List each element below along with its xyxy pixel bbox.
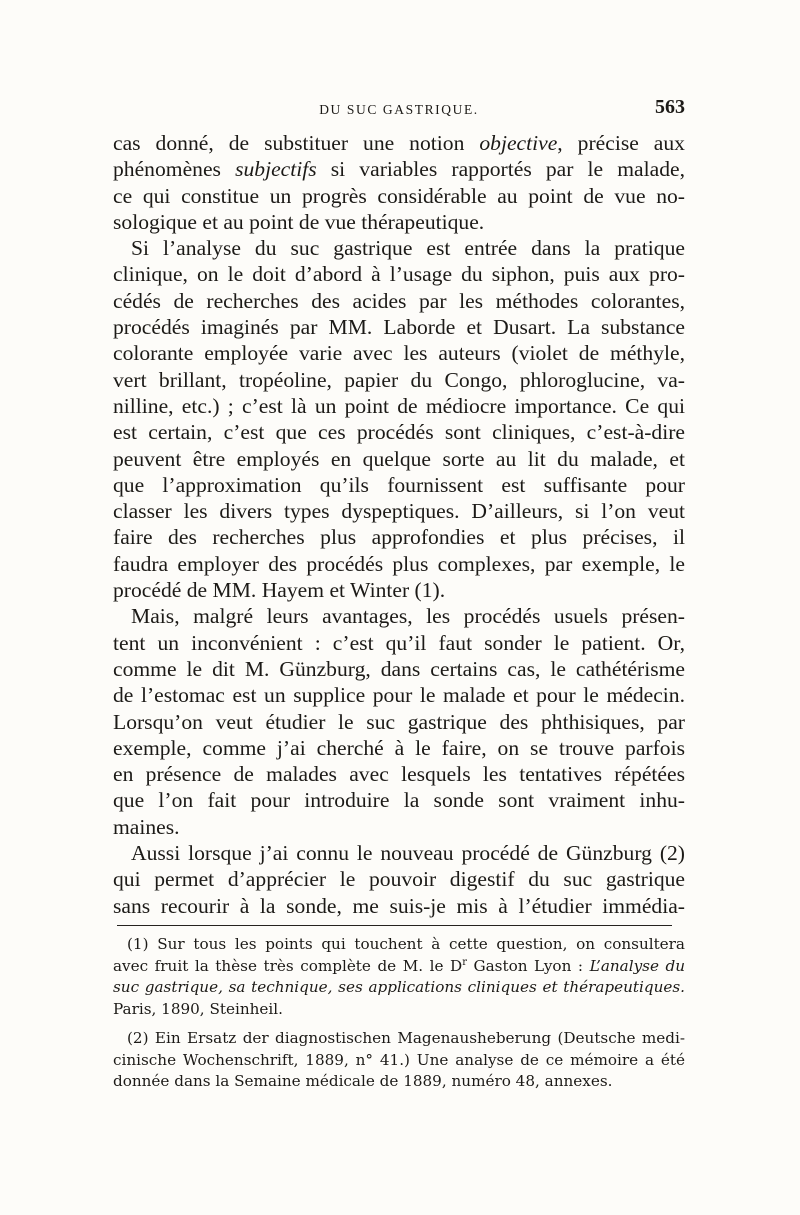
text-line [113, 551, 685, 577]
italic-text: objective [479, 131, 558, 155]
superscript-text: r [462, 956, 467, 968]
text-run: (1) Sur tous les points qui touchent à cette question, on consultera [127, 934, 685, 953]
text-line [113, 761, 685, 787]
text-run: nilline, etc.) ; c’est là un point de médiocre importance. Ce qui [113, 393, 685, 418]
text-run: Gaston Lyon : [466, 956, 590, 975]
running-title: DU SUC GASTRIQUE. [319, 102, 479, 117]
text-line [113, 709, 685, 735]
text-run: sologique et au point de vue thérapeutique. [113, 209, 485, 234]
text-run: clinique, on le doit d’abord à l’usage du siphon, puis aux pro- [113, 262, 685, 287]
text-line [113, 603, 685, 629]
text-run: Paris, 1890, Steinheil. [113, 999, 283, 1018]
text-line [113, 577, 685, 603]
text-line [113, 419, 685, 445]
footnote-line [113, 999, 685, 1021]
footnote-gap [113, 1020, 685, 1028]
text-line [113, 787, 685, 813]
text-run: Lorsqu’on veut étudier le suc gastrique des phthisiques, par [113, 709, 685, 734]
footnotes [113, 934, 685, 1093]
text-run: Aussi lorsque j’ai connu le nouveau procédé de Günzburg (2) [131, 841, 685, 866]
text-run: tent un inconvénient : c’est qu’il faut sonder le patient. Or, [113, 630, 685, 655]
text-run: colorante employée varie avec les auteurs (violet de méthyle, [113, 341, 685, 366]
text-run: avec fruit la thèse très complète de M. le D [113, 956, 463, 975]
text-run: phénomènes [113, 157, 236, 182]
footnote-line [113, 1028, 685, 1050]
text-line [113, 261, 685, 287]
text-run: maines. [113, 814, 180, 839]
text-run: faudra employer des procédés plus complexes, par exemple, le [113, 551, 685, 576]
text-run: de l’estomac est un supplice pour le malade et pour le médecin. [113, 683, 685, 708]
text-line [113, 130, 685, 156]
text-run: Si l’analyse du suc gastrique est entrée dans la pratique [131, 236, 685, 261]
text-run: que l’on fait pour introduire la sonde sont vraiment inhu- [113, 788, 685, 813]
text-line [113, 156, 685, 182]
text-line [113, 340, 685, 366]
text-run: peuvent être employés en quelque sorte au lit du malade, et [113, 446, 685, 471]
text-run: ce qui constitue un progrès considérable au point de vue no- [113, 183, 685, 208]
text-line [113, 209, 685, 235]
footnote-line [113, 1050, 685, 1072]
text-line [113, 314, 685, 340]
text-line [113, 893, 685, 919]
running-head [113, 96, 685, 126]
text-line [113, 235, 685, 261]
text-line [113, 814, 685, 840]
text-run: donnée dans la Semaine médicale de 1889, numéro 48, annexes. [113, 1072, 613, 1091]
text-line [113, 524, 685, 550]
text-run: en présence de malades avec lesquels les tentatives répétées [113, 762, 685, 787]
text-line [113, 498, 685, 524]
footnote-line [113, 956, 685, 978]
text-run: exemple, comme j’ai cherché à le faire, on se trouve parfois [113, 735, 685, 760]
text-line [113, 840, 685, 866]
text-run: cédés de recherches des acides par les méthodes colorantes, [113, 288, 685, 313]
footnote-line [113, 934, 685, 956]
footnote-rule [117, 925, 672, 926]
text-run: qui permet d’apprécier le pouvoir digestif du suc gastrique [113, 867, 685, 892]
book-page [113, 96, 685, 1093]
text-line [113, 630, 685, 656]
footnote-line [113, 977, 685, 999]
text-run: que l’approximation qu’ils fournissent est suffisante pour [113, 472, 685, 497]
text-run: est certain, c’est que ces procédés sont cliniques, c’est-à-dire [113, 420, 685, 445]
footnote-line [113, 1071, 685, 1093]
text-run: , précise aux [557, 131, 685, 155]
text-line [113, 367, 685, 393]
text-line [113, 735, 685, 761]
text-line [113, 656, 685, 682]
text-line [113, 446, 685, 472]
italic-text: subjectifs [235, 157, 317, 182]
text-run: vert brillant, tropéoline, papier du Congo, phloroglucine, va- [113, 367, 685, 392]
text-run: cas donné, de substituer une notion [113, 131, 480, 155]
text-run: faire des recherches plus approfondies et plus précises, il [113, 525, 685, 550]
text-line [113, 866, 685, 892]
text-run: sans recourir à la sonde, me suis-je mis à l’étudier immédia- [113, 893, 685, 918]
page-number: 563 [655, 96, 685, 118]
text-run: si variables rapportés par le malade, [316, 157, 685, 182]
text-run: procédé de MM. Hayem et Winter (1). [113, 578, 446, 603]
text-line [113, 472, 685, 498]
text-line [113, 682, 685, 708]
text-line [113, 393, 685, 419]
text-run: (2) Ein Ersatz der diagnostischen Magenausheberung (Deutsche medi- [127, 1029, 685, 1048]
text-run: procédés imaginés par MM. Laborde et Dusart. La substance [113, 315, 685, 340]
text-run: cinische Wochenschrift, 1889, n° 41.) Une analyse de ce mémoire a été [113, 1050, 685, 1069]
text-run: Mais, malgré leurs avantages, les procédés usuels présen- [131, 604, 685, 629]
text-line [113, 183, 685, 209]
italic-text: suc gastrique, sa technique, ses applications cliniques et thérapeutiques. [113, 978, 685, 997]
text-line [113, 288, 685, 314]
body-text [113, 130, 685, 919]
text-run: classer les divers types dyspeptiques. D’ailleurs, si l’on veut [113, 499, 685, 524]
italic-text: L’analyse du [589, 956, 686, 975]
text-run: comme le dit M. Günzburg, dans certains cas, le cathétérisme [113, 656, 685, 681]
